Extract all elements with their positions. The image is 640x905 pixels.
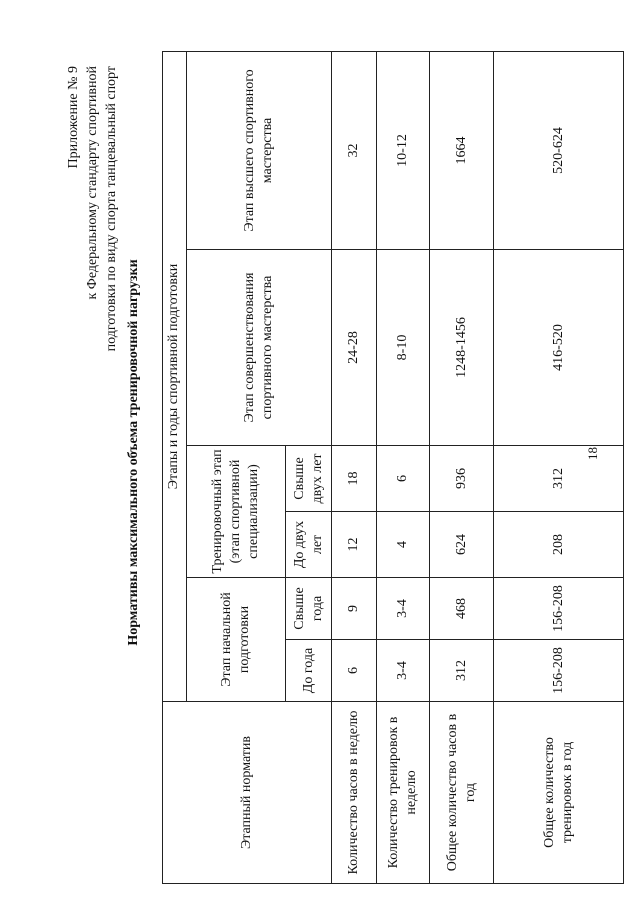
table-cell: 416-520: [494, 250, 624, 446]
table-cell: 312: [429, 640, 494, 702]
row-label: Общее количество тренировок в год: [494, 702, 624, 884]
appendix-header: [64, 66, 121, 351]
table-cell: 520-624: [494, 51, 624, 249]
header-stages: Этапы и годы спортивной подготовки: [163, 51, 187, 701]
header-training-up-to-two: До двух лет: [286, 512, 332, 578]
table-cell: 1248-1456: [429, 250, 494, 446]
table-row: [332, 51, 377, 883]
table-cell: 208: [494, 512, 624, 578]
table-cell: 18: [332, 446, 377, 512]
table-cell: 4: [377, 512, 429, 578]
table-cell: 32: [332, 51, 377, 249]
table-cell: 12: [332, 512, 377, 578]
table-cell: 3-4: [377, 640, 429, 702]
table-title: Нормативы максимального объема тренировочной нагрузки: [126, 259, 141, 646]
table-cell: 312: [494, 446, 624, 512]
table-row: [429, 51, 494, 883]
page-number: 18: [585, 447, 600, 460]
header-training-over-two: Свыше двух лет: [286, 446, 332, 512]
table-row: [494, 51, 624, 883]
table-cell: 6: [332, 640, 377, 702]
appendix-line-2: к Федеральному стандарту спортивной: [85, 66, 100, 300]
header-initial-over-year: Свыше года: [286, 578, 332, 640]
table-cell: 8-10: [377, 250, 429, 446]
row-label: Количество тренировок в неделю: [377, 702, 429, 884]
header-initial-stage: Этап начальной подготовки: [186, 578, 286, 702]
row-label: Общее количество часов в год: [429, 702, 494, 884]
table-cell: 468: [429, 578, 494, 640]
table-cell: 24-28: [332, 250, 377, 446]
load-norms-table: [162, 51, 624, 884]
header-training-stage: Тренировочный этап (этап спортивной специализации): [186, 446, 286, 578]
table-row: [377, 51, 429, 883]
table-cell: 156-208: [494, 640, 624, 702]
table-cell: 6: [377, 446, 429, 512]
table-cell: 10-12: [377, 51, 429, 249]
table-cell: 156-208: [494, 578, 624, 640]
row-label: Количество часов в неделю: [332, 702, 377, 884]
table-cell: 9: [332, 578, 377, 640]
header-perfection-stage: Этап совершенствования спортивного мастерства: [186, 250, 332, 446]
appendix-line-1: Приложение № 9: [66, 66, 81, 169]
table-cell: 1664: [429, 51, 494, 249]
table-cell: 624: [429, 512, 494, 578]
table-cell: 936: [429, 446, 494, 512]
header-normative: Этапный норматив: [163, 702, 332, 884]
header-higher-stage: Этап высшего спортивного мастерства: [186, 51, 332, 249]
table-cell: 3-4: [377, 578, 429, 640]
header-initial-up-to-year: До года: [286, 640, 332, 702]
appendix-line-3: подготовки по виду спорта танцевальный спорт: [104, 66, 119, 352]
